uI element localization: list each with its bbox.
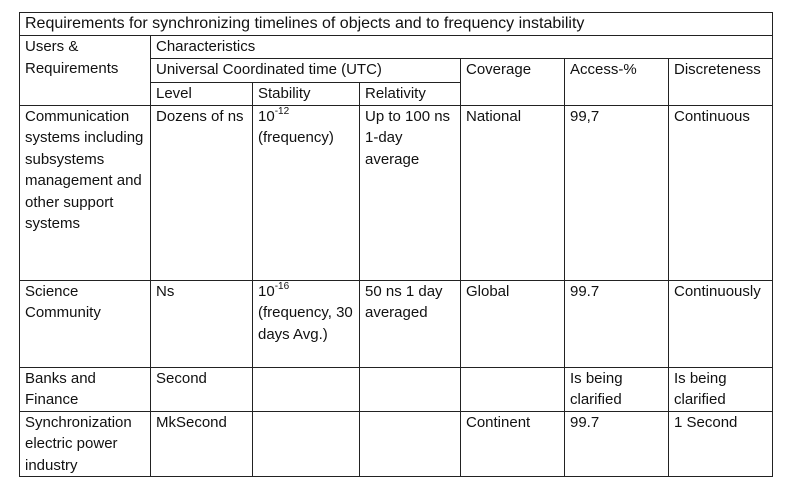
cell-access: 99.7: [565, 411, 669, 477]
cell-user: Banks and Finance: [20, 367, 151, 411]
cell-stability: [253, 367, 360, 411]
cell-access: Is being clarified: [565, 367, 669, 411]
cell-level: Dozens of ns: [151, 105, 253, 280]
table-title: Requirements for synchronizing timelines of objects and to frequency instability: [20, 13, 773, 36]
stability-exponent: -12: [274, 105, 290, 117]
stability-note: (frequency): [258, 129, 334, 146]
cell-discreteness: 1 Second: [669, 411, 773, 477]
cell-access: 99.7: [565, 280, 669, 367]
header-utc: Universal Coordinated time (UTC): [151, 58, 461, 82]
cell-level: MkSecond: [151, 411, 253, 477]
cell-coverage: [461, 367, 565, 411]
table-row: [20, 105, 773, 280]
cell-stability: [253, 105, 360, 280]
table-row: [20, 280, 773, 367]
stability-base: 10: [258, 282, 275, 300]
cell-level: Ns: [151, 280, 253, 367]
cell-relativity: [360, 367, 461, 411]
cell-user: Science Community: [20, 280, 151, 367]
header-discreteness: Discreteness: [669, 58, 773, 105]
cell-discreteness: Continuously: [669, 280, 773, 367]
header-stability: Stability: [253, 82, 360, 105]
cell-coverage: National: [461, 105, 565, 280]
stability-base: 10: [258, 107, 275, 125]
header-access: Access-%: [565, 58, 669, 105]
cell-discreteness: Continuous: [669, 105, 773, 280]
header-characteristics: Characteristics: [151, 36, 773, 59]
cell-stability: [253, 280, 360, 367]
cell-level: Second: [151, 367, 253, 411]
cell-relativity: 50 ns 1 day averaged: [360, 280, 461, 367]
stability-exponent: -16: [274, 280, 290, 292]
cell-coverage: Continent: [461, 411, 565, 477]
requirements-table: [19, 12, 773, 477]
header-relativity: Relativity: [360, 82, 461, 105]
cell-user: Communication systems including subsystems management and other support systems: [20, 105, 151, 280]
table-row: [20, 367, 773, 411]
header-users-requirements: Users & Requirements: [20, 36, 151, 106]
cell-access: 99,7: [565, 105, 669, 280]
cell-user: Synchronization electric power industry: [20, 411, 151, 477]
cell-relativity: [360, 411, 461, 477]
cell-discreteness: Is being clarified: [669, 367, 773, 411]
stability-note: (frequency, 30 days Avg.): [258, 304, 353, 343]
cell-stability: [253, 411, 360, 477]
cell-coverage: Global: [461, 280, 565, 367]
header-coverage: Coverage: [461, 58, 565, 105]
table-row: [20, 411, 773, 477]
cell-relativity: Up to 100 ns 1-day average: [360, 105, 461, 280]
header-level: Level: [151, 82, 253, 105]
